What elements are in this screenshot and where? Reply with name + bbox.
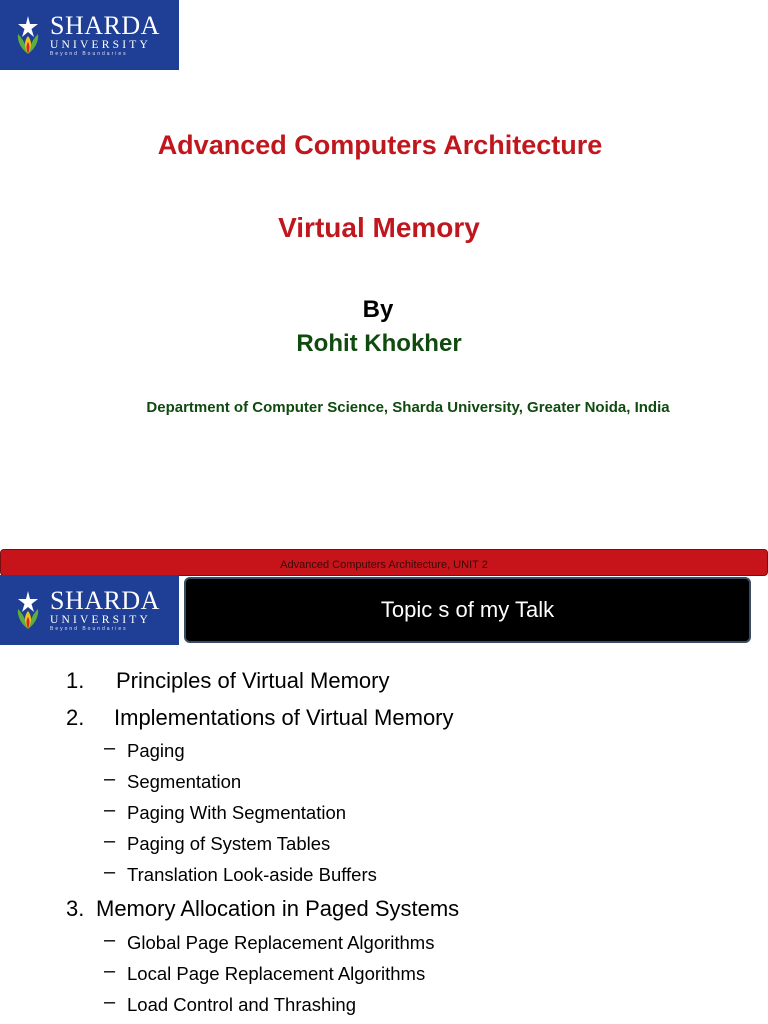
logo-sub: UNIVERSITY xyxy=(50,38,151,51)
sub-item-label: Translation Look-aside Buffers xyxy=(127,864,377,885)
logo-tagline: Beyond Boundaries xyxy=(50,51,128,58)
sub-item-label: Paging With Segmentation xyxy=(127,802,347,823)
logo-name: SHARDA xyxy=(50,585,160,615)
sub-item-label: Paging xyxy=(127,740,185,761)
logo-wordmark xyxy=(50,10,160,58)
sub-item-label: Global Page Replacement Algorithms xyxy=(127,932,435,953)
logo-wordmark xyxy=(50,585,160,633)
lotus-emblem-icon xyxy=(14,589,42,631)
lotus-emblem-icon xyxy=(14,14,42,56)
list-item-number: 3. xyxy=(66,896,85,921)
logo-tagline: Beyond Boundaries xyxy=(50,626,128,633)
course-title: Advanced Computers Architecture xyxy=(157,130,603,160)
logo-sub: UNIVERSITY xyxy=(50,613,151,626)
sub-item-label: Segmentation xyxy=(127,771,242,792)
slide-footer xyxy=(0,549,768,576)
topic-title: Virtual Memory xyxy=(278,212,480,243)
list-item-label: Implementations of Virtual Memory xyxy=(114,705,454,730)
sharda-logo-2 xyxy=(0,575,179,645)
list-item-number: 1. xyxy=(66,668,85,693)
sub-item-label: Paging of System Tables xyxy=(127,833,331,854)
logo-name: SHARDA xyxy=(50,10,160,40)
author-name: Rohit Khokher xyxy=(296,330,462,357)
list-item-label: Principles of Virtual Memory xyxy=(116,668,390,693)
footer-text: Advanced Computers Architecture, UNIT 2 xyxy=(280,559,488,571)
sub-item-label: Load Control and Thrashing xyxy=(127,994,357,1015)
sharda-logo xyxy=(0,0,179,70)
sub-item-label: Local Page Replacement Algorithms xyxy=(127,963,426,984)
by-label: By xyxy=(362,296,394,323)
list-item-number: 2. xyxy=(66,705,85,730)
list-item-label: Memory Allocation in Paged Systems xyxy=(96,896,460,921)
affiliation: Department of Computer Science, Sharda University, Greater Noida, India xyxy=(146,399,670,416)
slide-heading-box xyxy=(184,577,751,643)
slide-heading: Topic s of my Talk xyxy=(380,597,555,622)
